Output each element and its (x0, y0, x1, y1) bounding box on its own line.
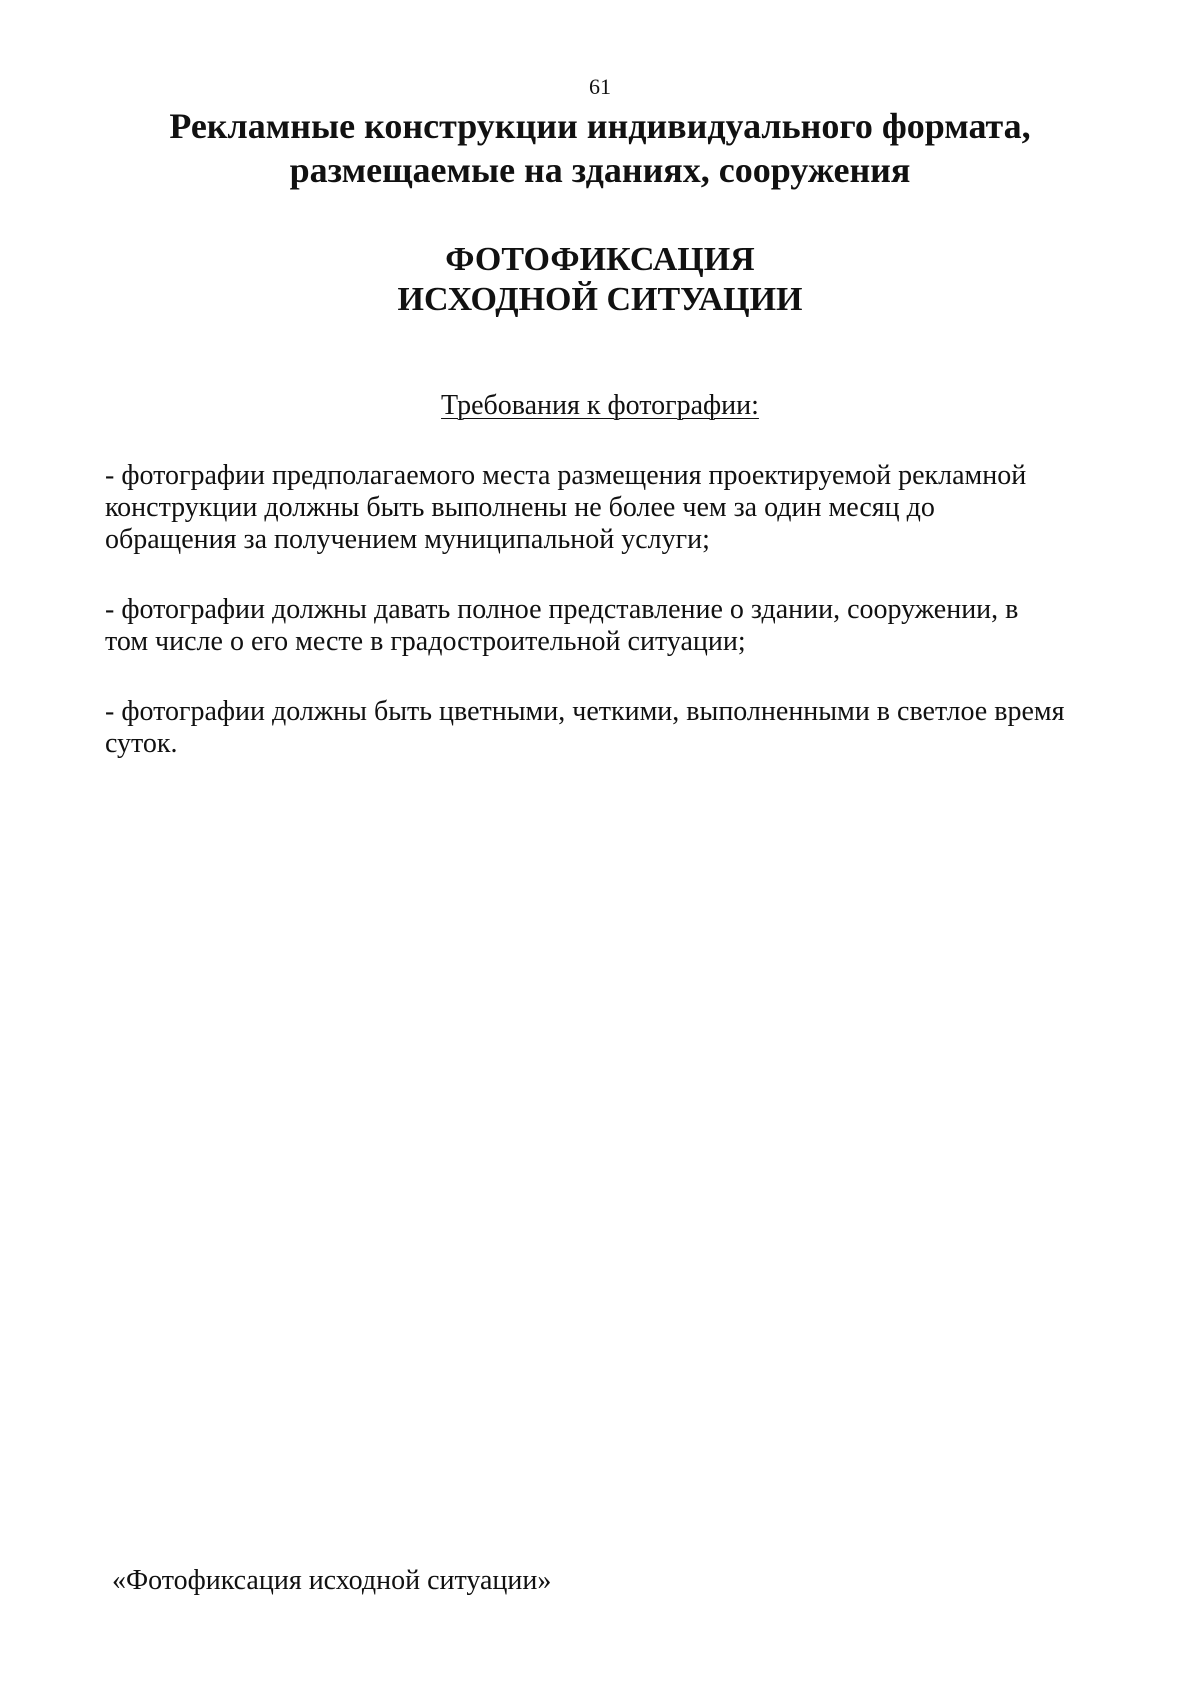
requirement-item: - фотографии должны давать полное представление о здании, сооружении, в том числе о его месте в градостроительной ситуации; (105, 594, 1019, 657)
section-title-line-2: ИСХОДНОЙ СИТУАЦИИ (397, 281, 803, 318)
footer-caption: «Фотофиксация исходной ситуации» (112, 1565, 552, 1596)
document-title (60, 104, 1140, 192)
requirement-item: - фотографии предполагаемого места размещения проектируемой рекламной конструкции должны быть выполнены не более чем за один месяц до обращения за получением муниципальной услуги; (105, 460, 1027, 555)
requirement-item: - фотографии должны быть цветными, четкими, выполненными в светлое время суток. (105, 696, 1065, 759)
section-title (60, 240, 1140, 320)
document-title-line-1: Рекламные конструкции индивидуального формата, (169, 106, 1031, 146)
requirements-heading (0, 390, 1200, 422)
requirements-list (105, 460, 1065, 798)
requirements-heading-text: Требования к фотографии: (441, 390, 759, 421)
section-title-line-1: ФОТОФИКСАЦИЯ (445, 241, 755, 278)
page-number: 61 (589, 74, 611, 99)
document-title-line-2: размещаемые на зданиях, сооружения (289, 150, 911, 190)
